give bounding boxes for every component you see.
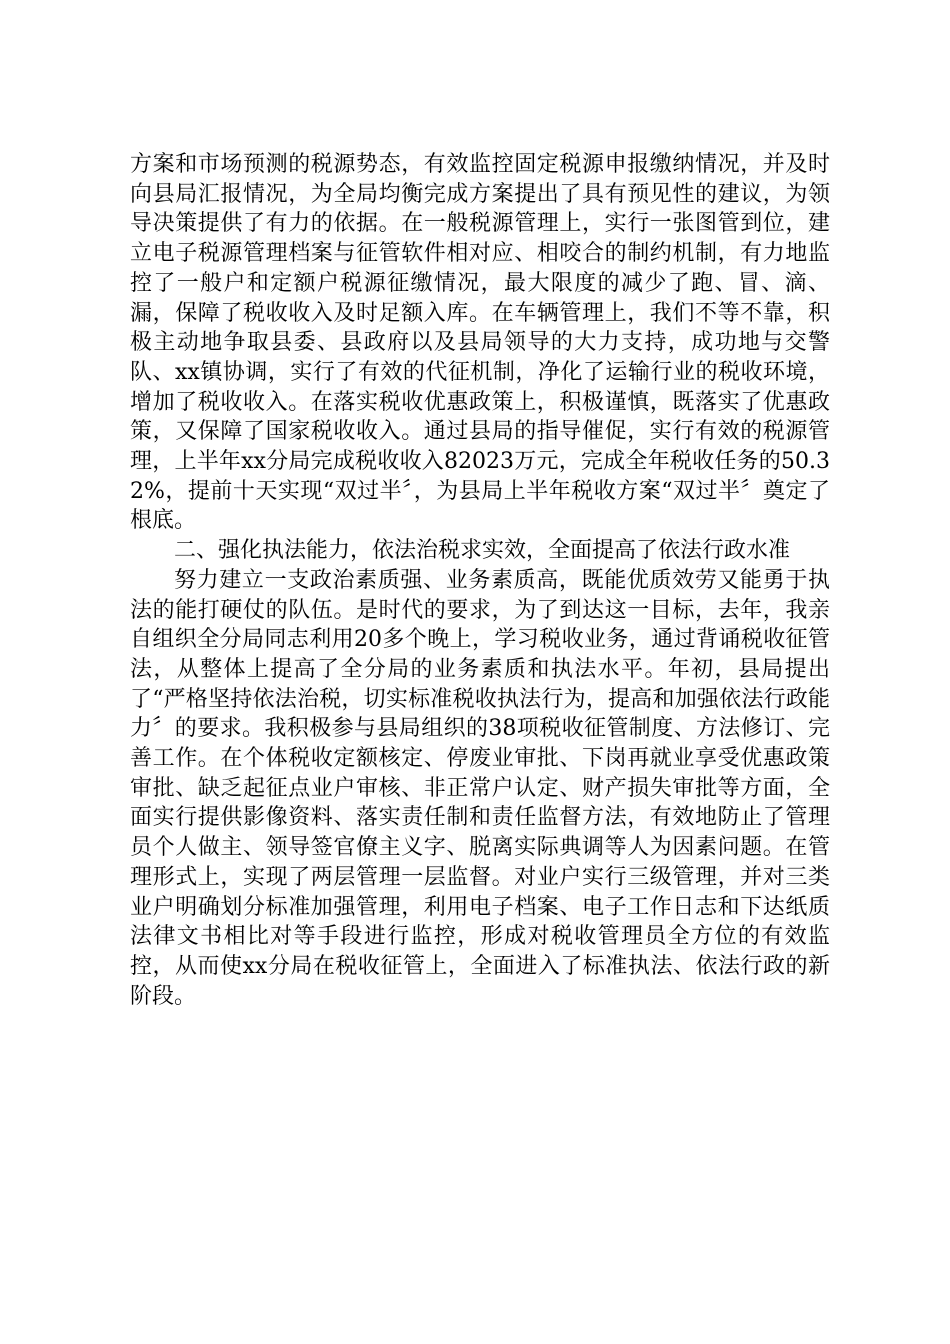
section-heading-2: 二、强化执法能力，依法治税求实效，全面提高了依法行政水准 [174,538,791,564]
body-paragraph-1: 方案和市场预测的税源势态，有效监控固定税源申报缴纳情况，并及时向县局汇报情况，为全局均衡完成方案提出了具有预见性的建议，为领导决策提供了有力的依据。在一般税源管理上，实行一张图管到位，建立电子税源管理档案与征管软件相对应、相咬合的制约机制，有力地监控了一般户和定额户税源征缴情况，最大限度的减少了跑、冒、滴、漏，保障了税收收入及时足额入库。在车辆管理上，我们不等不靠，积极主动地争取县委、县政府以及县局领导的大力支持，成功地与交警队、xx镇协调，实行了有效的代征机制，净化了运输行业的税收环境，增加了税收收入。在落实税收优惠政策上，积极谨慎，既落实了优惠政策，又保障了国家税收收入。通过县局的指导催促，实行有效的税源管理，上半年xx分局完成税收收入82023万元，完成全年税收任务的50.32%，提前十天实现“双过半〞，为县局上半年税收方案“双过半〞奠定了根底。 [130,152,830,534]
body-paragraph-3: 努力建立一支政治素质强、业务素质高，既能优质效劳又能勇于执法的能打硬仗的队伍。是时代的要求，为了到达这一目标，去年，我亲自组织全分局同志利用20多个晚上，学习税收业务，通过背诵税收征管法，从整体上提高了全分局的业务素质和执法水平。年初，县局提出了“严格坚持依法治税，切实标准税收执法行为，提高和加强依法行政能力〞的要求。我积极参与县局组织的38项税收征管制度、方法修订、完善工作。在个体税收定额核定、停废业审批、下岗再就业享受优惠政策审批、缺乏起征点业户审核、非正常户认定、财产损失审批等方面，全面实行提供影像资料、落实责任制和责任监督方法，有效地防止了管理员个人做主、领导签官僚主义字、脱离实际典调等人为因素问题。在管理形式上，实现了两层管理一层监督。对业户实行三级管理，并对三类业户明确划分标准加强管理，利用电子档案、电子工作日志和下达纸质法律文书相比对等手段进行监控，形成对税收管理员全方位的有效监控，从而使xx分局在税收征管上，全面进入了标准执法、依法行政的新阶段。 [130,567,830,1009]
document-body [130,150,830,1011]
